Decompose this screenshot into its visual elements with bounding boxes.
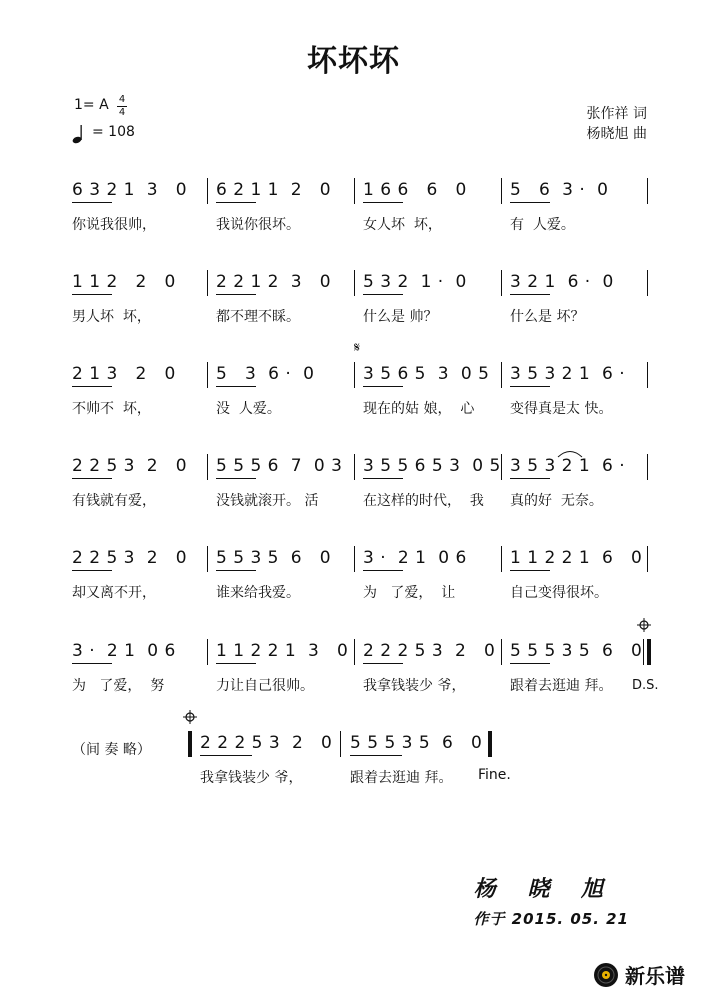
measure-notes: 2 1 3 2 0	[72, 364, 176, 384]
measure-lyrics: 却又离不开，	[72, 585, 156, 601]
barline	[354, 178, 355, 204]
measure-lyrics: 都不理不睬。	[216, 309, 300, 325]
measure-lyrics: 没钱就滚开。 活	[216, 493, 319, 509]
eighth-beam	[363, 202, 403, 203]
barline	[647, 639, 651, 665]
coda-icon	[637, 618, 651, 632]
credits	[587, 104, 647, 144]
barline	[207, 270, 208, 296]
barline	[354, 546, 355, 572]
measure-lyrics: 女人坏 坏，	[363, 217, 442, 233]
measure-lyrics: 有钱就有爱，	[72, 493, 156, 509]
eighth-beam	[363, 570, 403, 571]
measure-notes: 3 5 5 6 5 3 0 5	[363, 456, 501, 476]
interlude-label: （间 奏 略）	[72, 742, 151, 758]
coda-icon-2	[183, 710, 197, 724]
measure-lyrics: 我说你很坏。	[216, 217, 300, 233]
measure-notes: 3 · 2 1 0 6	[363, 548, 467, 568]
song-title: 坏坏坏	[307, 44, 400, 79]
measure-lyrics: 现在的姑 娘， 心	[363, 401, 475, 417]
signature-date: 作于 2015. 05. 21	[473, 910, 629, 928]
measure-notes: 5 3 6 · 0	[216, 364, 315, 384]
measure-notes: 1 1 2 2 1 6 0	[510, 548, 643, 568]
eighth-beam	[216, 570, 256, 571]
tempo-marking: = 108	[92, 124, 135, 140]
eighth-beam	[350, 755, 402, 756]
eighth-beam	[510, 570, 550, 571]
eighth-beam	[510, 294, 550, 295]
eighth-beam	[510, 478, 550, 479]
eighth-beam	[72, 294, 112, 295]
slur-mark	[557, 448, 583, 458]
measure-notes: 3 · 2 1 0 6	[72, 641, 176, 661]
measure-lyrics: 不帅不 坏，	[72, 401, 151, 417]
measure-notes: 6 2 1 1 2 0	[216, 180, 332, 200]
fine-marking: Fine.	[478, 767, 511, 783]
signature-name: 杨 晓 旭	[473, 877, 615, 902]
eighth-beam	[510, 202, 550, 203]
measure-notes: 3 5 3 2 1 6 ·	[510, 364, 626, 384]
measure-lyrics: 在这样的时代， 我	[363, 493, 484, 509]
eighth-beam	[216, 478, 256, 479]
barline	[354, 362, 355, 388]
measure-notes: 5 5 5 3 5 6 0	[510, 641, 643, 661]
eighth-beam	[216, 386, 256, 387]
eighth-beam	[72, 570, 112, 571]
eighth-beam	[200, 755, 252, 756]
barline	[354, 270, 355, 296]
eighth-beam	[363, 294, 403, 295]
measure-lyrics: 没 人爱。	[216, 401, 281, 417]
eighth-beam	[363, 386, 403, 387]
barline	[647, 454, 648, 480]
vinyl-record-icon	[593, 962, 619, 988]
measure-lyrics: 男人坏 坏，	[72, 309, 151, 325]
measure-lyrics: 什么是 坏？	[510, 309, 585, 325]
measure-notes: 3 5 6 5 3 0 5	[363, 364, 490, 384]
key-signature: 1= A	[74, 97, 109, 113]
measure-lyrics: 变得真是太 快。	[510, 401, 613, 417]
barline	[354, 454, 355, 480]
eighth-beam	[72, 663, 112, 664]
measure-lyrics: 自己变得很坏。	[510, 585, 608, 601]
barline	[207, 362, 208, 388]
measure-lyrics: 你说我很帅，	[72, 217, 156, 233]
time-signature-bottom: 4	[118, 107, 126, 118]
measure-lyrics: 真的好 无奈。	[510, 493, 603, 509]
coda-measure-notes: 5 5 5 3 5 6 0	[350, 733, 483, 753]
eighth-beam	[216, 294, 256, 295]
eighth-beam	[363, 663, 403, 664]
lyricist-credit: 张作祥 词	[586, 106, 647, 122]
measure-notes: 2 2 2 5 3 2 0	[363, 641, 496, 661]
measure-notes: 5 6 3 · 0	[510, 180, 609, 200]
barline	[501, 639, 502, 665]
site-logo	[593, 960, 685, 989]
eighth-beam	[510, 386, 550, 387]
barline	[501, 178, 502, 204]
measure-notes: 2 2 5 3 2 0	[72, 456, 188, 476]
measure-lyrics: 我拿钱装少 爷，	[363, 678, 466, 694]
measure-notes: 1 6 6 6 0	[363, 180, 467, 200]
eighth-beam	[72, 386, 112, 387]
repeat-start	[188, 731, 192, 757]
eighth-beam	[216, 202, 256, 203]
time-signature-top: 4	[118, 94, 126, 105]
measure-notes: 2 2 5 3 2 0	[72, 548, 188, 568]
measure-notes: 6 3 2 1 3 0	[72, 180, 188, 200]
final-barline-thin	[643, 639, 644, 665]
measure-notes: 2 2 1 2 3 0	[216, 272, 332, 292]
measure-lyrics: 为 了爱， 努	[72, 678, 165, 694]
measure-notes: 3 2 1 6 · 0	[510, 272, 614, 292]
quarter-note-icon	[72, 124, 86, 144]
coda-measure-lyrics: 我拿钱装少 爷，	[200, 770, 303, 786]
barline	[501, 454, 502, 480]
barline	[207, 639, 208, 665]
coda-measure-notes: 2 2 2 5 3 2 0	[200, 733, 333, 753]
eighth-beam	[72, 202, 112, 203]
measure-notes: 5 3 2 1 · 0	[363, 272, 467, 292]
measure-lyrics: 什么是 帅？	[363, 309, 438, 325]
measure-lyrics: 跟着去逛迪 拜。	[510, 678, 613, 694]
composer-credit: 杨晓旭 曲	[586, 126, 647, 142]
measure-notes: 1 1 2 2 0	[72, 272, 176, 292]
barline	[501, 362, 502, 388]
measure-notes: 5 5 3 5 6 0	[216, 548, 332, 568]
barline	[501, 270, 502, 296]
measure-lyrics: 力让自己很帅。	[216, 678, 314, 694]
ds-marking: D.S.	[632, 678, 659, 693]
barline	[647, 362, 648, 388]
final-barline	[488, 731, 492, 757]
coda-measure-lyrics: 跟着去逛迪 拜。	[350, 770, 453, 786]
barline	[501, 546, 502, 572]
barline	[354, 639, 355, 665]
eighth-beam	[510, 663, 550, 664]
measure-lyrics: 谁来给我爱。	[216, 585, 300, 601]
measure-notes: 3 5 3 2 1 6 ·	[510, 456, 626, 476]
time-signature	[117, 95, 127, 118]
barline	[647, 178, 648, 204]
measure-notes: 1 1 2 2 1 3 0	[216, 641, 349, 661]
measure-notes: 5 5 5 6 7 0 3	[216, 456, 343, 476]
barline	[340, 731, 341, 757]
barline	[647, 546, 648, 572]
eighth-beam	[363, 478, 403, 479]
logo-text: 新乐谱	[625, 964, 685, 988]
segno-icon: 𝄋	[354, 340, 361, 356]
barline	[647, 270, 648, 296]
measure-lyrics: 为 了爱， 让	[363, 585, 456, 601]
eighth-beam	[216, 663, 256, 664]
barline	[207, 546, 208, 572]
barline	[207, 454, 208, 480]
eighth-beam	[72, 478, 112, 479]
measure-lyrics: 有 人爱。	[510, 217, 575, 233]
barline	[207, 178, 208, 204]
